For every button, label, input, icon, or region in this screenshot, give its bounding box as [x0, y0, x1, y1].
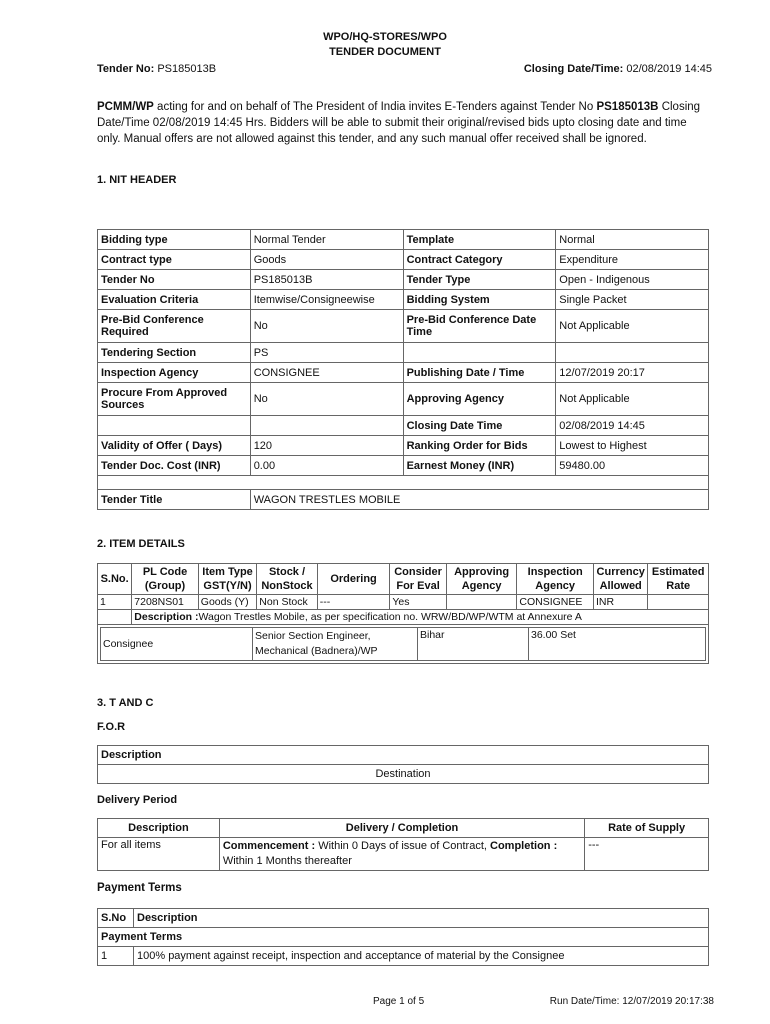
nit-field-label: Tender No — [98, 270, 251, 290]
for-value-row — [98, 765, 709, 784]
nit-field-label: Earnest Money (INR) — [403, 456, 556, 476]
delivery-completion — [219, 838, 584, 871]
nit-field-label: Tendering Section — [98, 343, 251, 363]
tender-no-header — [97, 63, 216, 75]
nit-field-label: Pre-Bid Conference Required — [98, 310, 251, 343]
consignee-label: Consignee — [101, 628, 253, 661]
item-col-header: Inspection Agency — [517, 564, 594, 595]
nit-row — [98, 310, 709, 343]
nit-field-value: Normal Tender — [250, 230, 403, 250]
nit-field-value: Itemwise/Consigneewise — [250, 290, 403, 310]
item-row — [98, 595, 709, 610]
item-details-table — [97, 563, 709, 664]
document-title: TENDER DOCUMENT — [329, 46, 441, 58]
item-cell: Non Stock — [257, 595, 317, 610]
item-desc-blank — [98, 610, 132, 625]
item-cell: 1 — [98, 595, 132, 610]
nit-row — [98, 290, 709, 310]
nit-field-label: Ranking Order for Bids — [403, 436, 556, 456]
for-heading: F.O.R — [97, 721, 126, 733]
tender-no-value: PS185013B — [157, 63, 217, 75]
commence-label: Commencement : — [222, 840, 316, 852]
tender-title-row — [98, 490, 709, 510]
nit-row — [98, 383, 709, 416]
payment-row-text: 100% payment against receipt, inspection and acceptance of material by the Consignee — [134, 947, 709, 966]
nit-row — [98, 416, 709, 436]
nit-field-value: Open - Indigenous — [556, 270, 709, 290]
nit-field-label: Bidding type — [98, 230, 251, 250]
delivery-row — [98, 838, 709, 871]
nit-field-label: Approving Agency — [403, 383, 556, 416]
intro-text-2: Closing Date/Time 02/08/2019 14:45 Hrs. Bidders will be able to submit their original/revised bids upto closing date and time only. Manual offers are not allowed against this tender, and any such manual offer received shall be ignored. — [97, 101, 701, 145]
payment-table — [97, 908, 709, 966]
payment-header-row — [98, 909, 709, 928]
consignee-cell — [98, 625, 709, 664]
nit-field-label — [98, 416, 251, 436]
delivery-col-rate: Rate of Supply — [585, 819, 709, 838]
item-cell: Yes — [390, 595, 446, 610]
item-description-row — [98, 610, 709, 625]
payment-row-no: 1 — [98, 947, 134, 966]
delivery-table — [97, 818, 709, 871]
nit-row — [98, 436, 709, 456]
run-datetime — [550, 996, 714, 1007]
delivery-heading: Delivery Period — [97, 794, 178, 806]
nit-field-value: 12/07/2019 20:17 — [556, 363, 709, 383]
delivery-col-description: Description — [98, 819, 220, 838]
nit-row — [98, 250, 709, 270]
commence-text: Within 0 Days of issue of Contract, — [315, 840, 491, 852]
nit-field-value: PS — [250, 343, 403, 363]
run-value: 12/07/2019 20:17:38 — [622, 996, 714, 1007]
completion-text: Within 1 Months thereafter — [222, 855, 352, 867]
nit-field-label: Publishing Date / Time — [403, 363, 556, 383]
item-cell — [648, 595, 709, 610]
nit-field-value: Lowest to Highest — [556, 436, 709, 456]
intro-paragraph — [97, 99, 709, 147]
nit-spacer-row — [98, 476, 709, 490]
item-cell: 7208NS01 — [132, 595, 199, 610]
for-header-row — [98, 746, 709, 765]
closing-label: Closing Date/Time: — [523, 63, 624, 75]
item-col-header: Item Type GST(Y/N) — [198, 564, 256, 595]
item-details-heading: 2. ITEM DETAILS — [97, 538, 185, 550]
item-col-header: S.No. — [98, 564, 132, 595]
consignee-table — [100, 627, 706, 661]
item-header-row — [98, 564, 709, 595]
nit-field-value — [250, 416, 403, 436]
intro-org: PCMM/WP — [97, 101, 154, 113]
nit-field-value: 120 — [250, 436, 403, 456]
consignee-row — [98, 625, 709, 664]
delivery-col-completion: Delivery / Completion — [219, 819, 584, 838]
for-table — [97, 745, 709, 784]
item-cell: CONSIGNEE — [517, 595, 594, 610]
nit-field-value: 59480.00 — [556, 456, 709, 476]
nit-field-label: Inspection Agency — [98, 363, 251, 383]
nit-field-value: 0.00 — [250, 456, 403, 476]
nit-row — [98, 230, 709, 250]
nit-field-value: Normal — [556, 230, 709, 250]
delivery-header-row — [98, 819, 709, 838]
nit-field-label: Closing Date Time — [403, 416, 556, 436]
payment-subheader: Payment Terms — [98, 928, 709, 947]
for-desc-label: Description — [98, 746, 709, 765]
nit-field-label: Bidding System — [403, 290, 556, 310]
nit-field-label: Procure From Approved Sources — [98, 383, 251, 416]
nit-field-value: No — [250, 310, 403, 343]
nit-field-value: PS185013B — [250, 270, 403, 290]
nit-field-label: Contract Category — [403, 250, 556, 270]
tender-title-value: WAGON TRESTLES MOBILE — [250, 490, 708, 510]
nit-field-value: CONSIGNEE — [250, 363, 403, 383]
nit-field-value: Expenditure — [556, 250, 709, 270]
closing-header — [524, 63, 712, 75]
delivery-desc: For all items — [98, 838, 220, 871]
nit-field-label: Pre-Bid Conference Date Time — [403, 310, 556, 343]
payment-heading: Payment Terms — [97, 882, 182, 894]
item-cell: --- — [317, 595, 390, 610]
tandc-heading: 3. T AND C — [97, 697, 154, 709]
intro-tender-no: PS185013B — [596, 101, 659, 113]
item-col-header: Approving Agency — [446, 564, 517, 595]
nit-field-value: Not Applicable — [556, 383, 709, 416]
nit-field-value: Goods — [250, 250, 403, 270]
nit-row — [98, 343, 709, 363]
nit-field-value: Single Packet — [556, 290, 709, 310]
consignee-inner-row — [101, 628, 706, 661]
consignee-name: Senior Section Engineer, Mechanical (Badnera)/WP — [253, 628, 418, 661]
nit-field-label: Tender Doc. Cost (INR) — [98, 456, 251, 476]
item-cell: INR — [593, 595, 647, 610]
nit-field-label: Evaluation Criteria — [98, 290, 251, 310]
item-col-header: Currency Allowed — [593, 564, 647, 595]
nit-table — [97, 229, 709, 510]
nit-heading: 1. NIT HEADER — [97, 174, 177, 186]
nit-field-label: Tender Type — [403, 270, 556, 290]
item-description — [132, 610, 709, 625]
nit-row — [98, 270, 709, 290]
nit-field-label: Contract type — [98, 250, 251, 270]
payment-subheader-row — [98, 928, 709, 947]
item-col-header: Ordering — [317, 564, 390, 595]
nit-spacer-cell — [98, 476, 709, 490]
payment-col-description: Description — [134, 909, 709, 928]
item-desc-label: Description : — [134, 611, 199, 623]
item-col-header: Estimated Rate — [648, 564, 709, 595]
item-cell: Goods (Y) — [198, 595, 256, 610]
tender-title-label: Tender Title — [98, 490, 251, 510]
payment-col-sno: S.No — [98, 909, 134, 928]
payment-row — [98, 947, 709, 966]
nit-field-label — [403, 343, 556, 363]
closing-value: 02/08/2019 14:45 — [626, 63, 712, 75]
tender-no-label: Tender No: — [97, 63, 155, 75]
delivery-rate: --- — [585, 838, 709, 871]
nit-field-value — [556, 343, 709, 363]
for-desc-value: Destination — [98, 765, 709, 784]
run-label: Run Date/Time: — [549, 996, 620, 1007]
item-col-header: PL Code (Group) — [132, 564, 199, 595]
consignee-state: Bihar — [418, 628, 529, 661]
nit-field-value: Not Applicable — [556, 310, 709, 343]
page-number: Page 1 of 5 — [373, 996, 425, 1007]
nit-table-body — [98, 230, 709, 476]
completion-label: Completion : — [490, 840, 558, 852]
nit-field-value: No — [250, 383, 403, 416]
item-col-header: Consider For Eval — [390, 564, 446, 595]
consignee-quantity: 36.00 Set — [529, 628, 706, 661]
item-cell — [446, 595, 517, 610]
nit-row — [98, 363, 709, 383]
nit-field-label: Validity of Offer ( Days) — [98, 436, 251, 456]
item-desc-value: Wagon Trestles Mobile, as per specification no. WRW/BD/WP/WTM at Annexure A — [198, 611, 582, 623]
nit-field-value: 02/08/2019 14:45 — [556, 416, 709, 436]
document-org-title: WPO/HQ-STORES/WPO — [323, 31, 447, 43]
nit-field-label: Template — [403, 230, 556, 250]
item-col-header: Stock / NonStock — [257, 564, 317, 595]
intro-text-1: acting for and on behalf of The President of India invites E-Tenders against Tender No — [153, 101, 597, 113]
nit-row — [98, 456, 709, 476]
